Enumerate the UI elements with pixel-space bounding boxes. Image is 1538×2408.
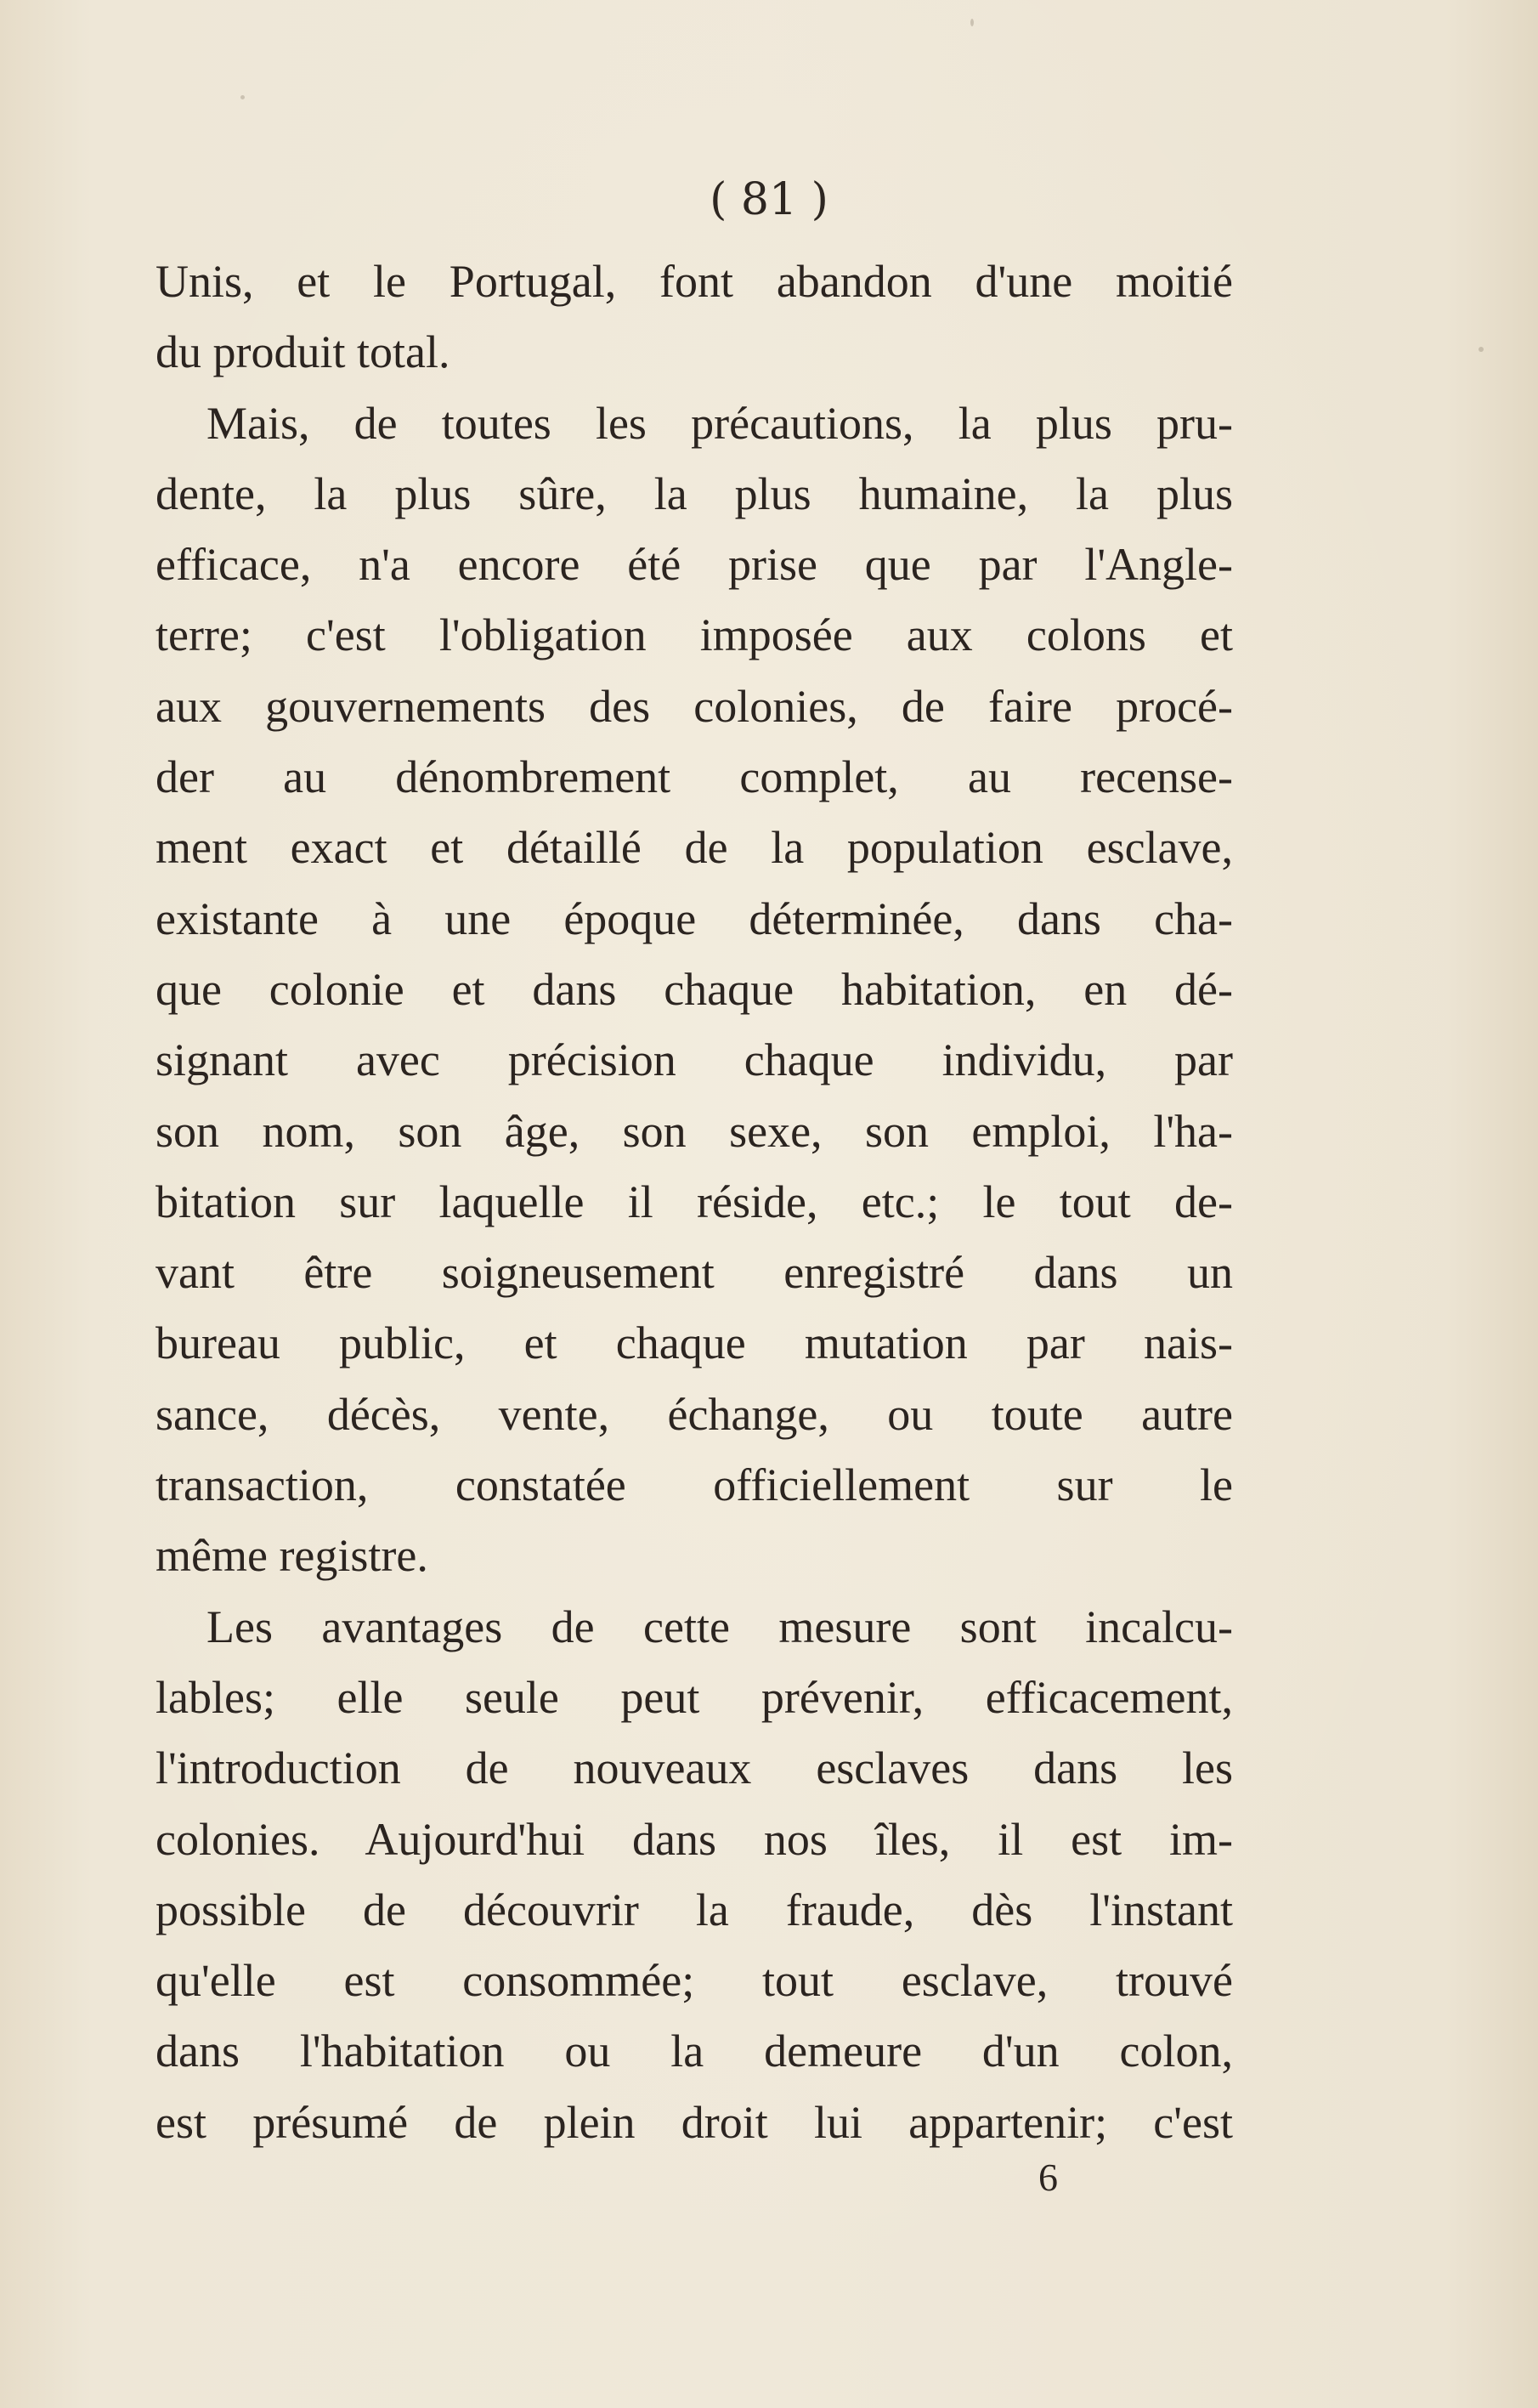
paper-speck [1479, 347, 1484, 352]
text-line: même registre. [155, 1530, 428, 1582]
text-line: terre; c'est l'obligation imposée aux colons et [155, 609, 1233, 661]
text-line: du produit total. [155, 326, 450, 378]
page-number-header: ( 81 ) [710, 174, 828, 225]
text-line: lables; elle seule peut prévenir, efficacement, [155, 1671, 1233, 1723]
text-line: bitation sur laquelle il réside, etc.; le tout de- [155, 1176, 1233, 1227]
text-line: son nom, son âge, son sexe, son emploi, l'ha- [155, 1105, 1233, 1157]
text-line: colonies. Aujourd'hui dans nos îles, il est im- [155, 1813, 1233, 1865]
text-line: qu'elle est consommée; tout esclave, trouvé [155, 1955, 1233, 2007]
text-line: dente, la plus sûre, la plus humaine, la plus [155, 467, 1233, 519]
paper-speck [240, 95, 245, 99]
text-line: vant être soigneusement enregistré dans un [155, 1247, 1233, 1299]
body-text [155, 246, 1233, 2158]
paper-speck [970, 19, 974, 26]
text-line: bureau public, et chaque mutation par nais- [155, 1317, 1233, 1369]
text-line: transaction, constatée officiellement sur le [155, 1459, 1233, 1511]
text-line: signant avec précision chaque individu, par [155, 1034, 1233, 1086]
text-line: existante à une époque déterminée, dans cha- [155, 892, 1233, 944]
text-line: que colonie et dans chaque habitation, en dé- [155, 963, 1233, 1015]
text-line: dans l'habitation ou la demeure d'un colon, [155, 2026, 1233, 2077]
text-line: der au dénombrement complet, au recense- [155, 751, 1233, 803]
text-line: est présumé de plein droit lui appartenir; c'est [155, 2096, 1233, 2148]
text-line: Mais, de toutes les précautions, la plus pru- [206, 397, 1233, 449]
text-line: possible de découvrir la fraude, dès l'instant [155, 1884, 1233, 1935]
text-line: aux gouvernements des colonies, de faire procé- [155, 680, 1233, 732]
text-line: sance, décès, vente, échange, ou toute autre [155, 1388, 1233, 1440]
text-line: ment exact et détaillé de la population esclave, [155, 822, 1233, 874]
text-line: Les avantages de cette mesure sont incalcu- [206, 1601, 1233, 1652]
text-line: Unis, et le Portugal, font abandon d'une moitié [155, 256, 1233, 307]
text-line: efficace, n'a encore été prise que par l'Angle- [155, 539, 1233, 591]
text-line: l'introduction de nouveaux esclaves dans les [155, 1742, 1233, 1794]
signature-mark: 6 [1038, 2156, 1058, 2199]
